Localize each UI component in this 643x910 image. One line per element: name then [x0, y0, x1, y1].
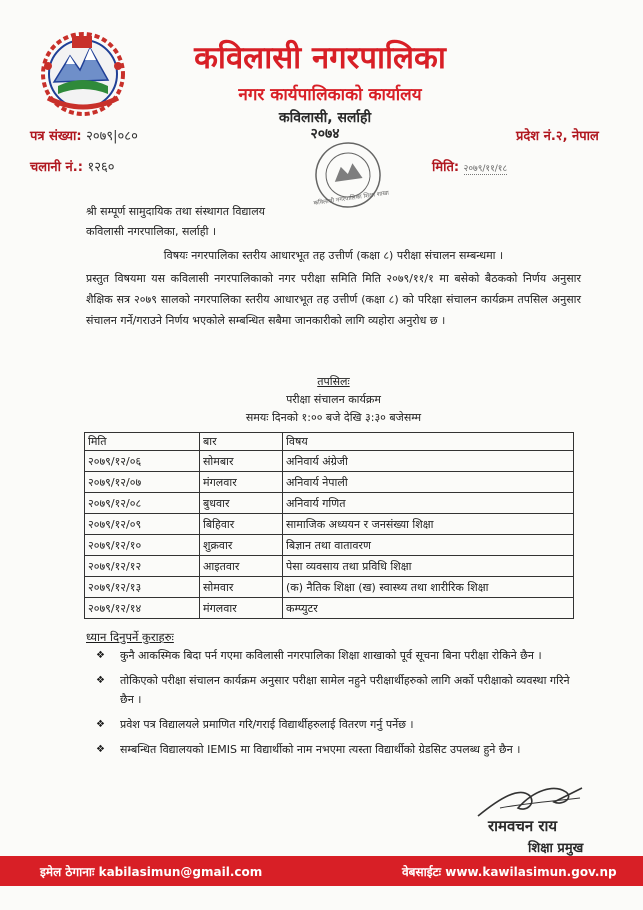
exam-day: मंगलवार: [200, 472, 283, 493]
exam-subject: अनिवार्य नेपाली: [283, 472, 574, 493]
exam-subject: (क) नैतिक शिक्षा (ख) स्वास्थ्य तथा शारीरिक शिक्षा: [283, 577, 574, 598]
table-row: [85, 472, 574, 493]
exam-date: २०७९/१२/०७: [85, 472, 200, 493]
bullet-icon: ❖: [96, 719, 105, 730]
recipient-line-1: श्री सम्पूर्ण सामुदायिक तथा संस्थागत विद्यालय: [86, 205, 266, 218]
dispatch-value: १२६०: [87, 160, 115, 175]
exam-date: २०७९/१२/१०: [85, 535, 200, 556]
signatory-name: रामवचन राय: [488, 817, 558, 835]
subject-line: विषयः नगरपालिका स्तरीय आधारभूत तह उत्तीर्ण (कक्षा ८) परीक्षा संचालन सम्बन्धमा ।: [163, 249, 504, 262]
office-subtitle: नगर कार्यपालिकाको कार्यालय: [238, 85, 422, 105]
footer-email: इमेल ठेगानाः kabilasimun@gmail.com: [40, 865, 263, 879]
exam-day: सोमबार: [200, 451, 283, 472]
stamp-text: कविलासी नगरपालिका शिक्षा शाखा: [313, 189, 390, 208]
column-header-day: बार: [200, 433, 283, 451]
bullet-icon: ❖: [96, 744, 105, 755]
footer-website: वेबसाईटः www.kawilasimun.gov.np: [402, 865, 617, 879]
bullet-icon: ❖: [96, 650, 105, 661]
exam-date: २०७९/१२/०९: [85, 514, 200, 535]
column-header-date: मिति: [85, 433, 200, 451]
table-row: [85, 535, 574, 556]
date-value: २०७९/११/१८: [463, 164, 508, 174]
exam-day: बिहिवार: [200, 514, 283, 535]
list-item: [96, 740, 580, 759]
letter-ref: [30, 126, 138, 144]
signatory-role: शिक्षा प्रमुख: [528, 841, 584, 856]
ref-label: पत्र संख्या:: [30, 129, 82, 144]
exam-day: सोमवार: [200, 577, 283, 598]
exam-day: बुधवार: [200, 493, 283, 514]
municipality-title: कविलासी नगरपालिका: [194, 40, 446, 76]
schedule-title: परीक्षा संचालन कार्यक्रम: [286, 393, 381, 406]
date-label: मिति:: [432, 160, 460, 175]
note-text: प्रवेश पत्र विद्यालयले प्रमाणित गरि/गराई विद्यार्थीहरुलाई वितरण गर्नु पर्नेछ ।: [120, 718, 414, 731]
exam-subject: बिज्ञान तथा वातावरण: [283, 535, 574, 556]
table-row: [85, 451, 574, 472]
ref-value: २०७९|०८०: [86, 129, 138, 144]
exam-day: आइतवार: [200, 556, 283, 577]
table-row: [85, 514, 574, 535]
schedule-heading: तपसिलः: [317, 375, 350, 388]
body-paragraph: प्रस्तुत विषयमा यस कविलासी नगरपालिकाको नगर परीक्षा समिति मिति २०७९/११/१ मा बसेको बैठकको निर्णय अनुसार शैक्षिक सत्र २०७९ सालको नगरपालिका स्तरीय आधारभूत तह उत्तीर्ण (कक्षा ८) को परिक्षा संचालन कार्यक्रम तपसिल अनुसार संचालन गर्ने/गराउने निर्णय भएकोले सम्बन्धित सबैमा जानकारीको लागि व्यहोरा अनुरोध छ ।: [86, 272, 581, 327]
column-header-subject: विषय: [283, 433, 574, 451]
note-text: सम्बन्धित विद्यालयको IEMIS मा विद्यार्थीको नाम नभएमा त्यस्ता विद्यार्थीको ग्रेडसिट उपलब्ध हुने छैन ।: [120, 743, 521, 756]
list-item: [96, 715, 580, 734]
established-year: २०७४: [310, 126, 340, 142]
exam-date: २०७९/१२/१२: [85, 556, 200, 577]
office-address: कविलासी, सर्लाही: [278, 110, 372, 126]
exam-date: २०७९/१२/०८: [85, 493, 200, 514]
table-row: [85, 598, 574, 619]
exam-date: २०७९/१२/१३: [85, 577, 200, 598]
notes-list: [96, 646, 580, 765]
nepal-emblem-logo: [28, 24, 138, 120]
list-item: [96, 671, 580, 709]
exam-date: २०७९/१२/०६: [85, 451, 200, 472]
letter-date: [432, 157, 507, 175]
dispatch-number: [30, 157, 114, 175]
note-text: तोकिएको परीक्षा संचालन कार्यक्रम अनुसार परीक्षा सामेल नहुने परीक्षार्थीहरुको लागि अर्को परीक्षाको व्यवस्था गरिने छैन ।: [120, 674, 570, 706]
exam-schedule-table: [84, 432, 574, 619]
bullet-icon: ❖: [96, 675, 105, 686]
exam-subject: पेसा व्यवसाय तथा प्रविधि शिक्षा: [283, 556, 574, 577]
exam-day: मंगलवार: [200, 598, 283, 619]
table-header-row: [85, 433, 574, 451]
exam-subject: अनिवार्य अंग्रेजी: [283, 451, 574, 472]
schedule-time: समयः दिनको १:०० बजे देखि ३:३० बजेसम्म: [245, 411, 422, 424]
list-item: [96, 646, 580, 665]
exam-date: २०७९/१२/१४: [85, 598, 200, 619]
exam-subject: सामाजिक अध्ययन र जनसंख्या शिक्षा: [283, 514, 574, 535]
recipient-line-2: कविलासी नगरपालिका, सर्लाही ।: [86, 225, 217, 238]
exam-subject: अनिवार्य गणित: [283, 493, 574, 514]
notes-heading: ध्यान दिनुपर्ने कुराहरुः: [86, 630, 174, 644]
office-stamp: [300, 138, 396, 212]
table-row: [85, 556, 574, 577]
note-text: कुनै आकस्मिक बिदा पर्न गएमा कविलासी नगरपालिका शिक्षा शाखाको पूर्व सूचना बिना परीक्षा रोकिने छैन ।: [120, 649, 542, 662]
province: प्रदेश नं.२, नेपाल: [516, 129, 599, 144]
exam-subject: कम्प्युटर: [283, 598, 574, 619]
dispatch-label: चलानी नं.:: [30, 160, 83, 175]
table-row: [85, 577, 574, 598]
table-row: [85, 493, 574, 514]
exam-day: शुक्रवार: [200, 535, 283, 556]
